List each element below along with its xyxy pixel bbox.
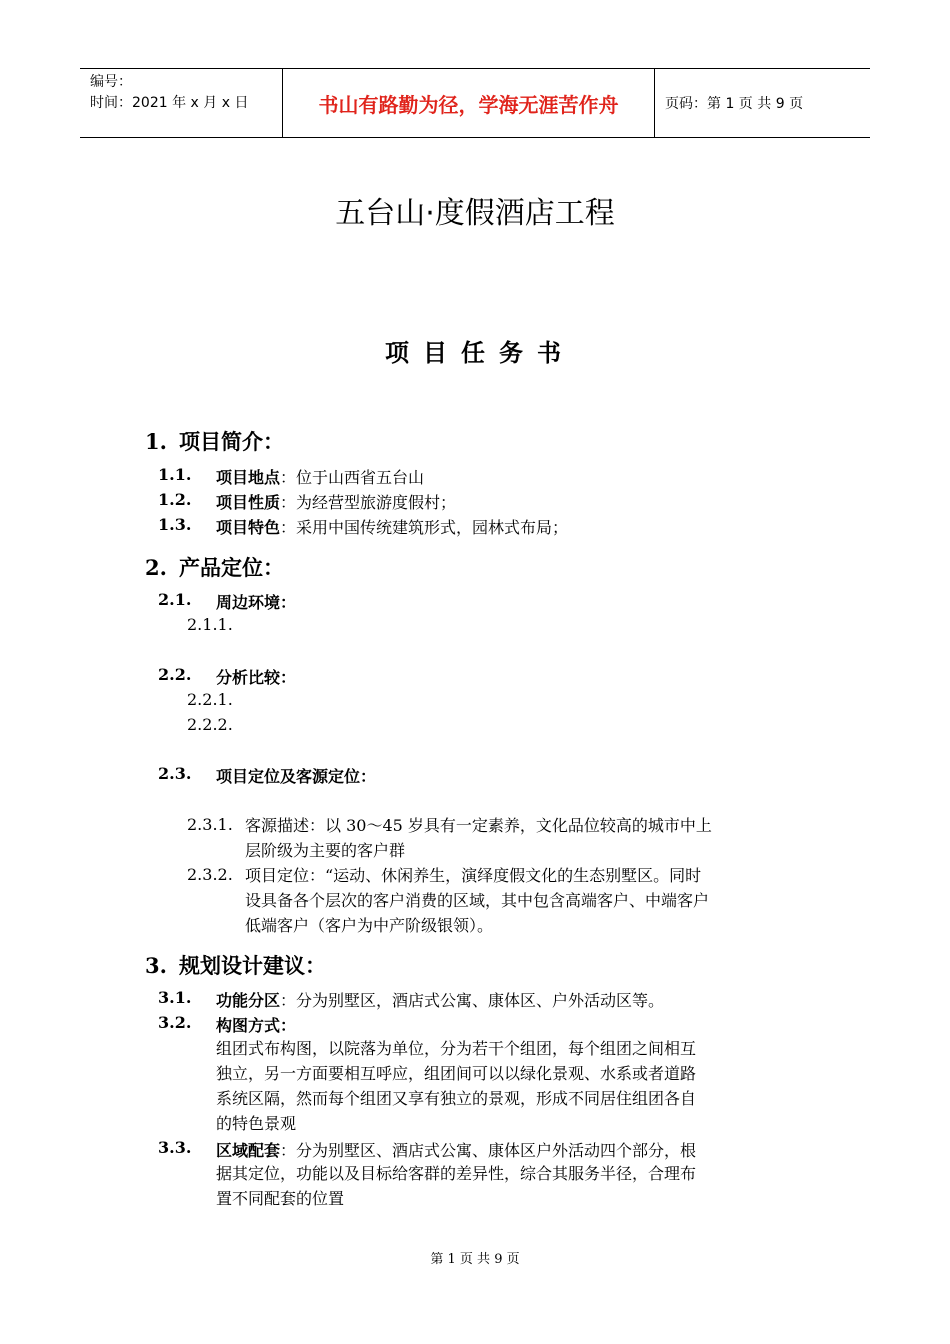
item-number: 3.3. — [158, 1138, 192, 1157]
paragraph-line: 设具备各个层次的客户消费的区域，其中包含高端客户、中端客户 — [245, 891, 710, 910]
item-label: 周边环境： — [216, 593, 297, 612]
item-paragraph — [216, 1161, 696, 1211]
section-number: 1. — [145, 429, 167, 454]
sub-item-number: 2.1.1. — [187, 615, 233, 634]
paragraph-line: 独立，另一方面要相互呼应，组团间可以以绿化景观、水系或者道路 — [216, 1064, 697, 1083]
item-number: 2.2. — [158, 665, 192, 684]
item-paragraph — [216, 1036, 696, 1136]
section-title: 产品定位： — [179, 556, 284, 580]
document-number-label: 编号： — [90, 74, 132, 90]
section-number: 2. — [145, 555, 167, 580]
document-time-label: 时间：2021 年 x 月 x 日 — [90, 95, 249, 111]
item-number: 2.3. — [158, 764, 192, 783]
paragraph-line: 据其定位，功能以及目标给客群的差异性，综合其服务半径，合理布 — [216, 1164, 697, 1183]
item-label: 分析比较： — [216, 668, 297, 687]
item-text: ：分为别墅区，酒店式公寓、康体区、户外活动区等。 — [280, 991, 665, 1010]
paragraph-line: 项目定位：“运动、休闲养生，演绎度假文化的生态别墅区。同时 — [245, 866, 702, 885]
sub-item-paragraph — [245, 813, 712, 863]
paragraph-line: 的特色景观 — [216, 1114, 297, 1133]
paragraph-line: 客源描述：以 30～45 岁具有一定素养，文化品位较高的城市中上 — [245, 816, 712, 835]
paragraph-line: 层阶级为主要的客户群 — [245, 841, 406, 860]
document-title: 五台山·度假酒店工程 — [335, 196, 615, 231]
item-number: 3.1. — [158, 988, 192, 1007]
item-text: ：为经营型旅游度假村； — [280, 493, 457, 512]
item-text: ：位于山西省五台山 — [280, 468, 425, 487]
item-label: 构图方式： — [216, 1016, 297, 1035]
header-table — [80, 68, 870, 138]
paragraph-line: 置不同配套的位置 — [216, 1189, 345, 1208]
item-number: 2.1. — [158, 590, 192, 609]
item-label: 项目性质 — [216, 493, 281, 512]
header-page-info: 页码：第 1 页 共 9 页 — [665, 96, 804, 112]
header-left-cell — [80, 69, 282, 137]
section-heading-3 — [145, 950, 326, 980]
paragraph-line: 组团式布构图，以院落为单位，分为若干个组团，每个组团之间相互 — [216, 1039, 697, 1058]
sub-item-number: 2.3.2. — [187, 865, 233, 884]
section-number: 3. — [145, 953, 167, 978]
document-subtitle: 项目任务书 — [385, 339, 575, 367]
item-number: 3.2. — [158, 1013, 192, 1032]
sub-item-number: 2.2.2. — [187, 715, 233, 734]
item-text: ：分为别墅区、酒店式公寓、康体区户外活动四个部分，根 — [280, 1141, 697, 1160]
item-label: 功能分区 — [216, 991, 281, 1010]
section-title: 项目简介： — [179, 430, 284, 454]
item-label: 项目定位及客源定位： — [216, 767, 377, 786]
section-heading-2 — [145, 552, 284, 582]
section-heading-1 — [145, 426, 284, 456]
item-number: 1.2. — [158, 490, 192, 509]
item-label: 项目特色 — [216, 518, 281, 537]
section-title: 规划设计建议： — [179, 954, 326, 978]
paragraph-line: 系统区隔，然而每个组团又享有独立的景观，形成不同居住组团各自 — [216, 1089, 697, 1108]
item-label: 区域配套 — [216, 1141, 281, 1160]
item-label: 项目地点 — [216, 468, 281, 487]
sub-item-number: 2.3.1. — [187, 815, 233, 834]
page-footer: 第 1 页 共 9 页 — [430, 1252, 520, 1267]
item-number: 1.1. — [158, 465, 192, 484]
sub-item-number: 2.2.1. — [187, 690, 233, 709]
sub-item-paragraph — [245, 863, 709, 938]
header-motto: 书山有路勤为径，学海无涯苦作舟 — [282, 69, 655, 137]
paragraph-line: 低端客户（客户为中产阶级银领）。 — [245, 916, 494, 935]
item-number: 1.3. — [158, 515, 192, 534]
item-text: ：采用中国传统建筑形式，园林式布局； — [280, 518, 569, 537]
